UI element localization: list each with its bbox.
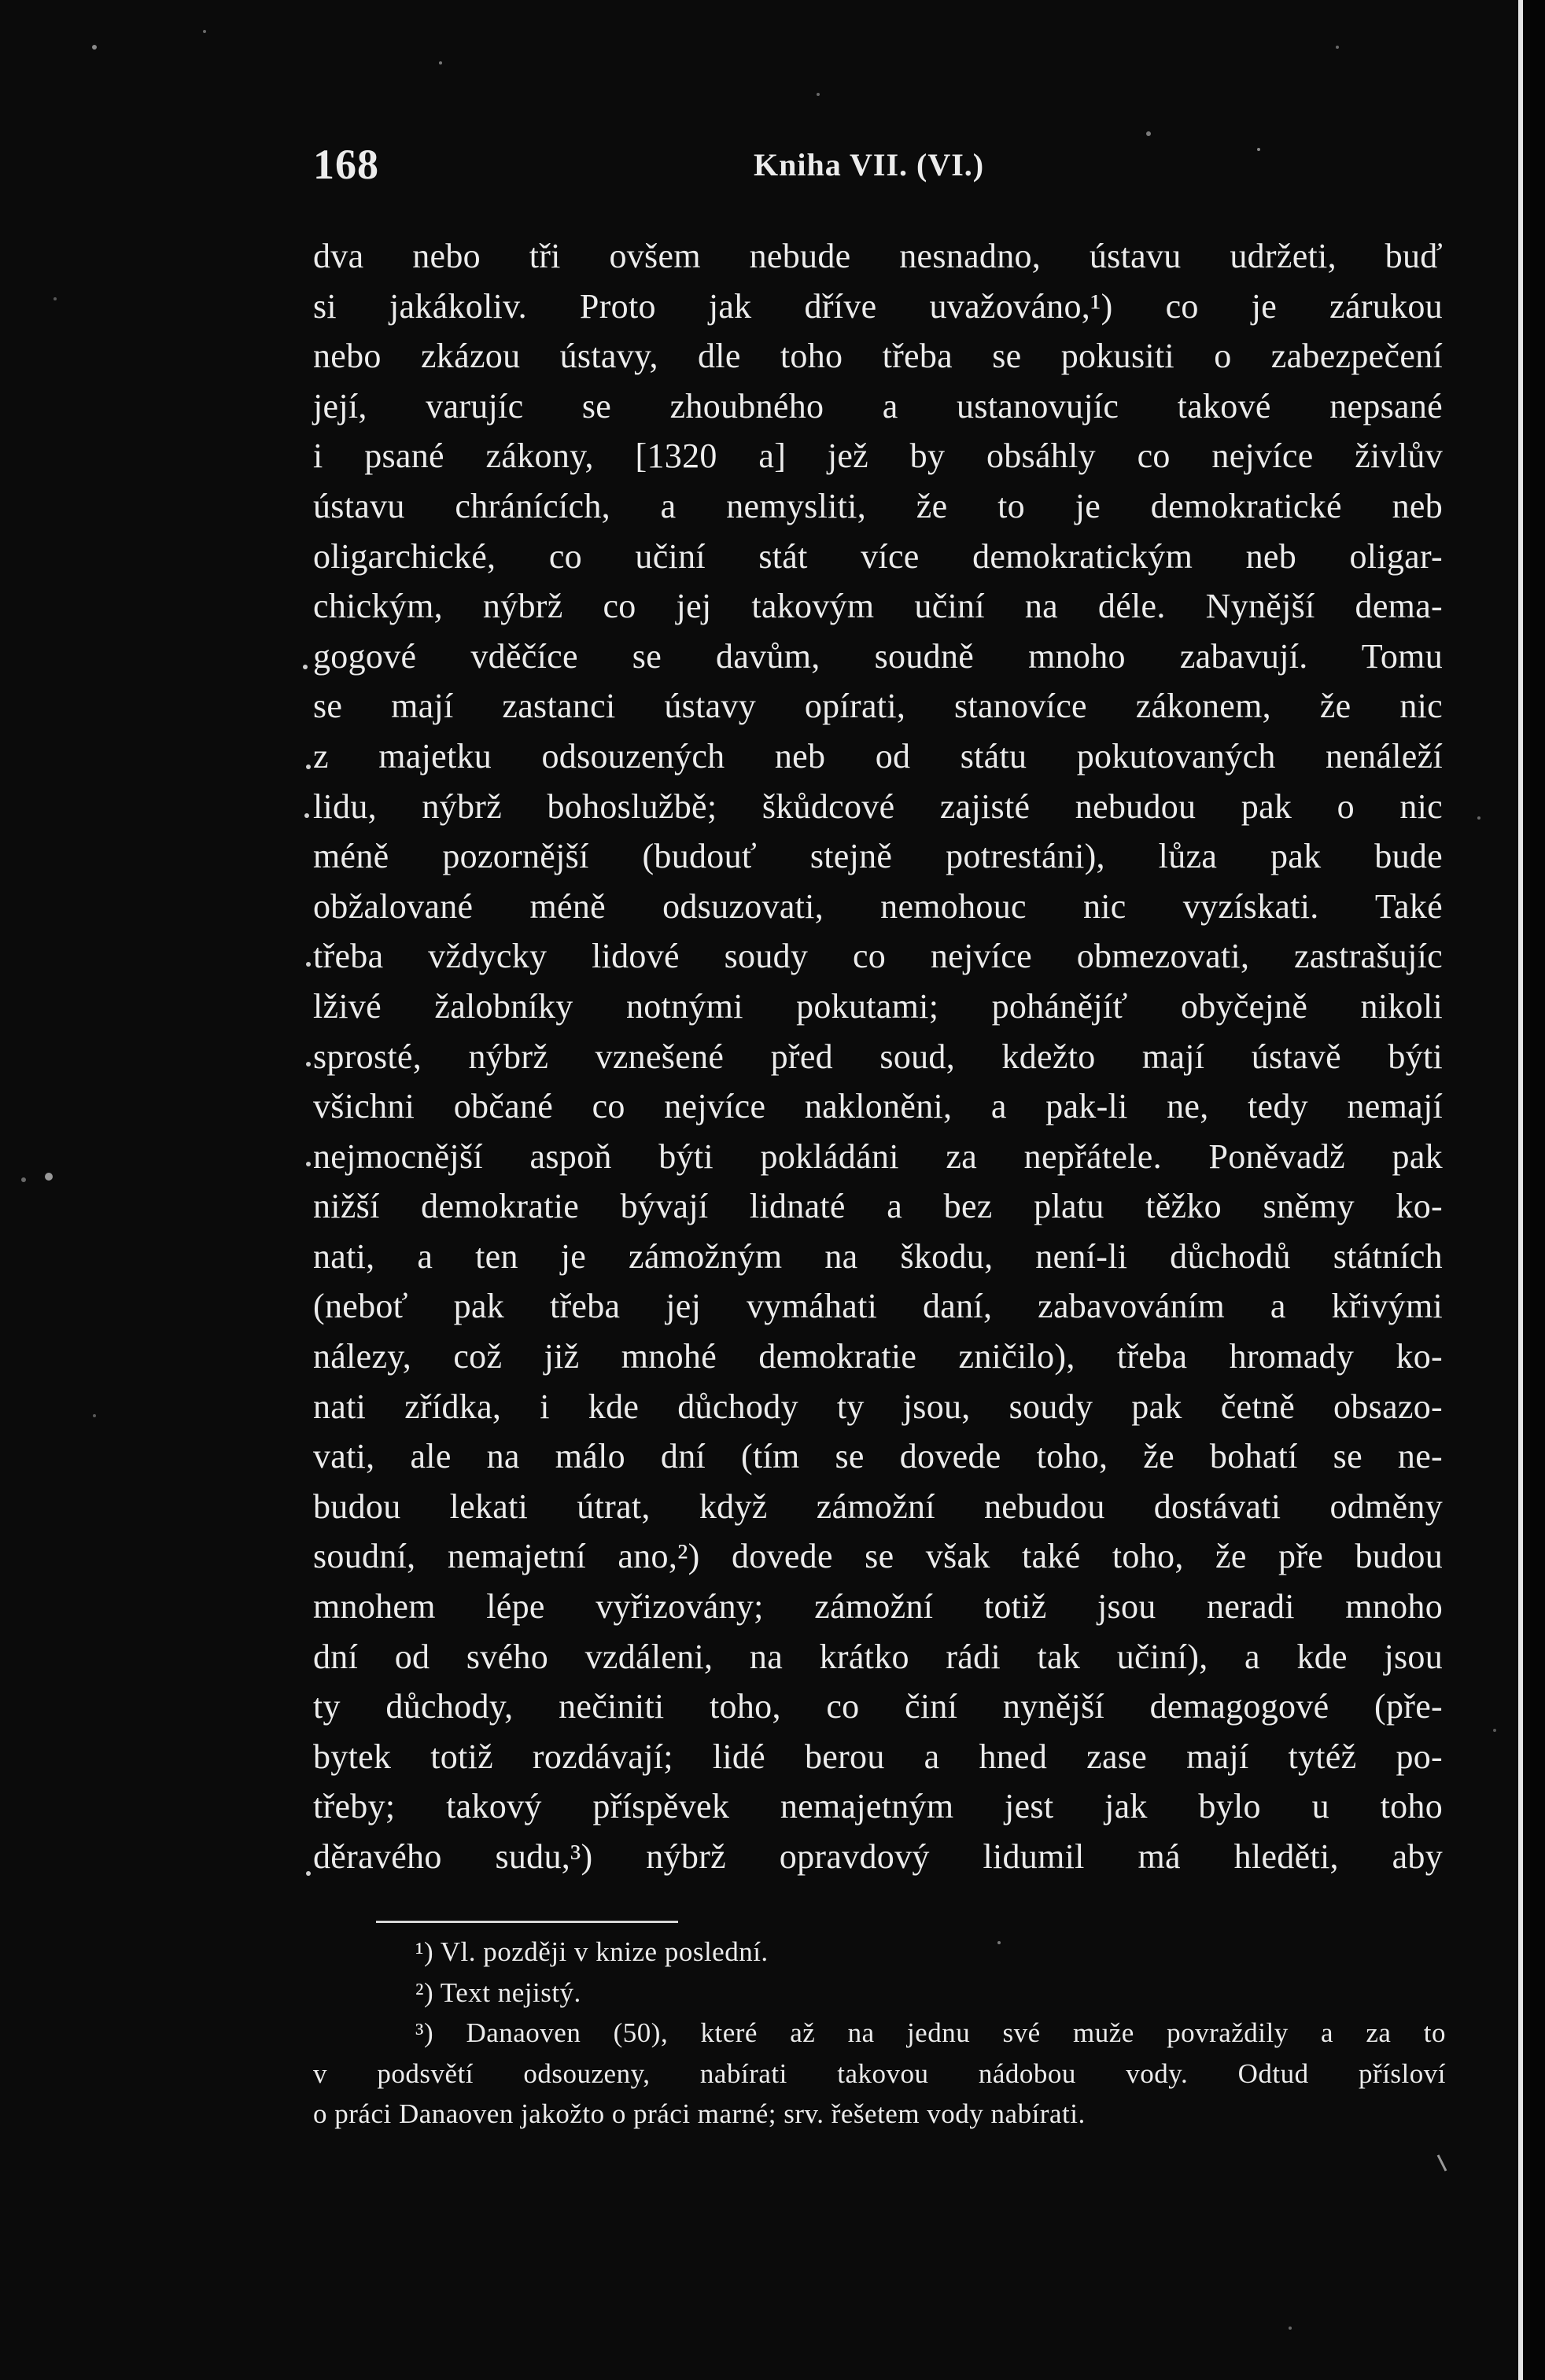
text-line: dva nebo tři ovšem nebude nesnadno, ústavu udržeti, buď — [313, 237, 1443, 275]
footnote-3: ³) Danaoven (50), které až na jednu své muže povraždily a za to — [415, 2017, 1446, 2048]
text-line: i psané zákony, [1320 a] jež by obsáhly co nejvíce živlův — [313, 437, 1443, 476]
text-line: si jakákoliv. Proto jak dříve uvažováno,¹) co je zárukou — [313, 286, 1443, 326]
text-line: budou lekati útrat, když zámožní nebudou dostávati odměny — [313, 1487, 1443, 1526]
text-line: dní od svého vzdáleni, na krátko rádi tak učiní), a kde jsou — [313, 1637, 1443, 1676]
footnote-3-continued: o práci Danaoven jakožto o práci marné; srv. řešetem vody nabírati. — [313, 2098, 1086, 2129]
text-line: její, varujíc se zhoubného a ustanovujíc takové nepsané — [313, 386, 1443, 426]
text-line: oligarchické, co učiní stát více demokratickým neb oligar- — [313, 536, 1443, 576]
footnote-2: ²) Text nejistý. — [415, 1977, 581, 2008]
page-number: 168 — [313, 141, 379, 188]
footnote-divider — [376, 1921, 678, 1923]
text-line: všichni občané co nejvíce nakloněni, a pak-li ne, tedy nemají — [313, 1087, 1443, 1126]
text-line: nebo zkázou ústavy, dle toho třeba se pokusiti o zabezpečení — [313, 337, 1443, 376]
text-line: třeby; takový příspěvek nemajetným jest jak bylo u toho — [313, 1787, 1443, 1826]
text-line: třeba vždycky lidové soudy co nejvíce obmezovati, zastrašujíc — [313, 937, 1443, 976]
page-edge-line — [1518, 0, 1523, 2380]
text-line: méně pozornější (budouť stejně potrestáni), lůza pak bude — [313, 837, 1443, 876]
text-line: chickým, nýbrž co jej takovým učiní na déle. Nynější dema- — [313, 587, 1443, 626]
footnotes — [313, 1932, 1446, 2135]
text-line: ty důchody, nečiniti toho, co činí nynější demagogové (pře- — [313, 1687, 1443, 1726]
footnote-3-continued: v podsvětí odsouzeny, nabírati takovou nádobou vody. Odtud přísloví — [313, 2058, 1446, 2089]
page-header — [313, 140, 1446, 187]
text-line: gogové vděčíce se davům, soudně mnoho zabavují. Tomu — [313, 636, 1443, 676]
text-line: se mají zastanci ústavy opírati, stanovíce zákonem, že nic — [313, 687, 1443, 726]
text-line: ústavu chránících, a nemysliti, že to je demokratické neb — [313, 486, 1443, 525]
text-line: soudní, nemajetní ano,²) dovede se však také toho, že pře budou — [313, 1537, 1443, 1576]
text-line: nati zřídka, i kde důchody ty jsou, soudy pak četně obsazo- — [313, 1387, 1443, 1426]
footnote-1: ¹) Vl. později v knize poslední. — [415, 1936, 769, 1967]
text-line: nati, a ten je zámožným na škodu, není-li důchodů státních — [313, 1236, 1443, 1276]
page-edge-shadow — [1523, 0, 1545, 2380]
text-line: sprosté, nýbrž vznešené před soud, kdežto mají ústavě býti — [313, 1037, 1443, 1076]
text-line: nálezy, což již mnohé demokratie zničilo), třeba hromady ko- — [313, 1337, 1443, 1376]
text-line: lživé žalobníky notnými pokutami; pohánějíť obyčejně nikoli — [313, 986, 1443, 1026]
text-line: (neboť pak třeba jej vymáhati daní, zabavováním a křivými — [313, 1287, 1443, 1326]
main-text — [313, 231, 1443, 1882]
text-line: mnohem lépe vyřizovány; zámožní totiž jsou neradi mnoho — [313, 1587, 1443, 1627]
text-line: obžalované méně odsuzovati, nemohouc nic vyzískati. Také — [313, 886, 1443, 926]
text-line: děravého sudu,³) nýbrž opravdový lidumil má hleděti, aby — [313, 1837, 1443, 1876]
text-line: nejmocnější aspoň býti pokládáni za nepřátele. Poněvadž pak — [313, 1137, 1443, 1176]
text-line: lidu, nýbrž bohoslužbě; škůdcové zajisté nebudou pak o nic — [313, 787, 1443, 826]
text-line: bytek totiž rozdávají; lidé berou a hned zase mají tytéž po- — [313, 1737, 1443, 1776]
text-line: z majetku odsouzených neb od státu pokutovaných nenáleží — [313, 736, 1443, 776]
text-line: nižší demokratie bývají lidnaté a bez platu těžko sněmy ko- — [313, 1187, 1443, 1226]
running-head: Kniha VII. (VI.) — [754, 147, 985, 182]
text-line: vati, ale na málo dní (tím se dovede toho, že bohatí se ne- — [313, 1437, 1443, 1476]
